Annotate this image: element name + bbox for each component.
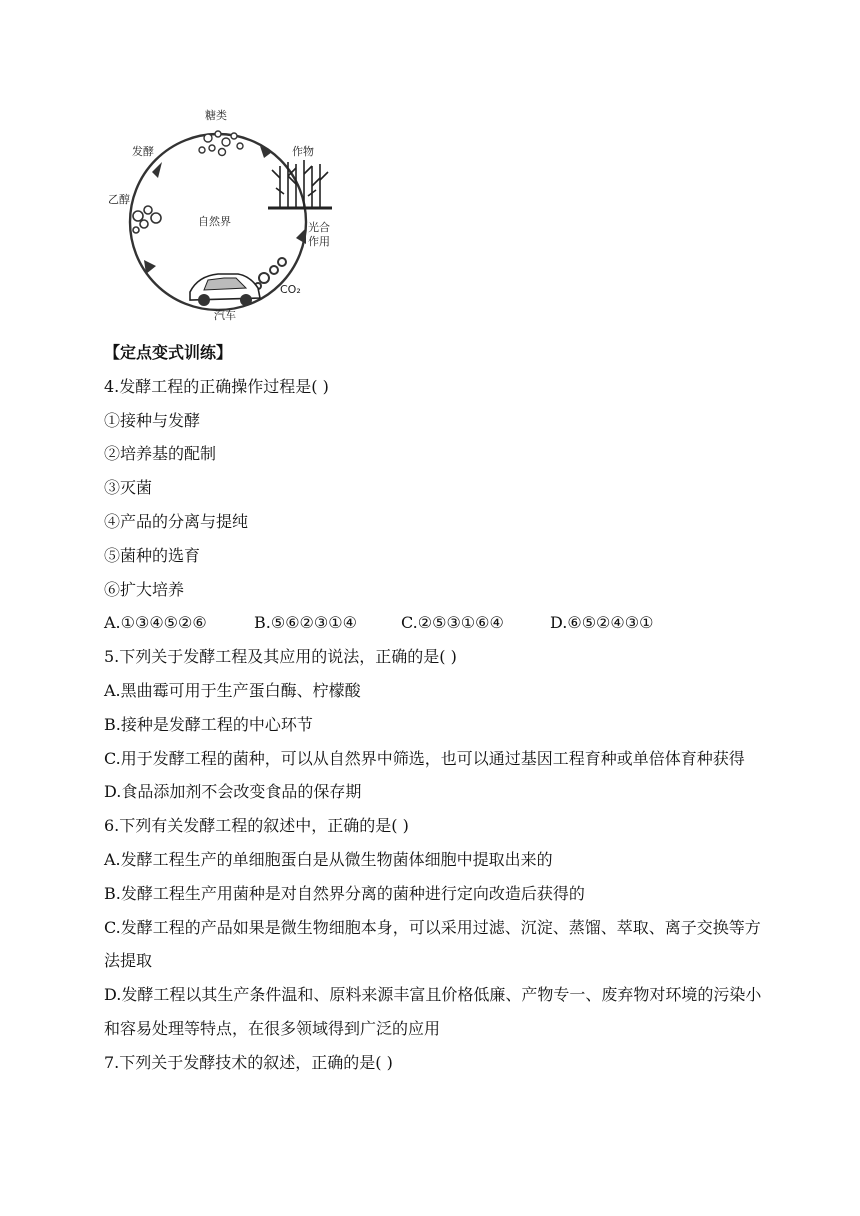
q6-option-d: D.发酵工程以其生产条件温和、原料来源丰富且价格低廉、产物专一、废弃物对环境的污染小和容易处理等特点，在很多领域得到广泛的应用 — [104, 985, 762, 1038]
q4-item-1: ①接种与发酵 — [104, 410, 201, 430]
arrow-head-right — [296, 228, 306, 244]
label-fermentation: 发酵 — [132, 145, 154, 158]
q4-item-5: ⑤菌种的选育 — [104, 545, 201, 565]
q4-option-c: C.②⑤③①⑥④ — [401, 613, 504, 633]
question-5-stem: 5.下列关于发酵工程及其应用的说法，正确的是( ) — [104, 647, 457, 667]
q5-option-d: D.食品添加剂不会改变食品的保存期 — [104, 782, 362, 802]
label-car: 汽车 — [214, 309, 236, 322]
label-co2: CO₂ — [280, 283, 301, 296]
q6-option-c: C.发酵工程的产品如果是微生物细胞本身，可以采用过滤、沉淀、蒸馏、萃取、离子交换等方法提取 — [104, 917, 761, 971]
q4-option-d: D.⑥⑤②④③① — [550, 613, 654, 633]
q5-option-b: B.接种是发酵工程的中心环节 — [104, 714, 313, 734]
document-body — [104, 336, 764, 1080]
q5-option-a: A.黑曲霉可用于生产蛋白酶、柠檬酸 — [104, 680, 361, 700]
question-6-stem: 6.下列有关发酵工程的叙述中，正确的是( ) — [104, 816, 409, 836]
sugar-molecules-icon — [199, 131, 243, 156]
label-sugar: 糖类 — [205, 109, 227, 122]
label-photosynthesis-2: 作用 — [308, 235, 330, 248]
q6-option-b: B.发酵工程生产用菌种是对自然界分离的菌种进行定向改造后获得的 — [104, 883, 585, 903]
carbon-cycle-diagram — [100, 104, 340, 334]
q4-item-3: ③灭菌 — [104, 478, 153, 498]
q4-options — [104, 606, 764, 640]
q5-option-c: C.用于发酵工程的菌种，可以从自然界中筛选，也可以通过基因工程育种或单倍体育种获得 — [104, 748, 745, 768]
arrow-head-top-left — [152, 162, 162, 178]
q4-option-a: A.①③④⑤②⑥ — [104, 613, 207, 633]
ethanol-molecules-icon — [133, 206, 161, 233]
arrow-head-left — [144, 260, 156, 274]
q6-option-a: A.发酵工程生产的单细胞蛋白是从微生物菌体细胞中提取出来的 — [104, 849, 553, 869]
question-7-stem: 7.下列关于发酵技术的叙述，正确的是( ) — [104, 1052, 393, 1072]
label-crop: 作物 — [292, 145, 314, 158]
label-ethanol: 乙醇 — [108, 193, 130, 206]
q4-option-b: B.⑤⑥②③①④ — [254, 613, 357, 633]
crop-icon — [268, 160, 332, 208]
q4-item-4: ④产品的分离与提纯 — [104, 511, 249, 531]
q4-item-6: ⑥扩大培养 — [104, 579, 185, 599]
section-heading: 【定点变式训练】 — [104, 343, 233, 362]
car-icon — [190, 274, 260, 306]
label-nature: 自然界 — [198, 215, 231, 228]
q4-item-2: ②培养基的配制 — [104, 444, 217, 464]
label-photosynthesis-1: 光合 — [308, 221, 330, 234]
question-4-stem: 4.发酵工程的正确操作过程是( ) — [104, 376, 329, 396]
